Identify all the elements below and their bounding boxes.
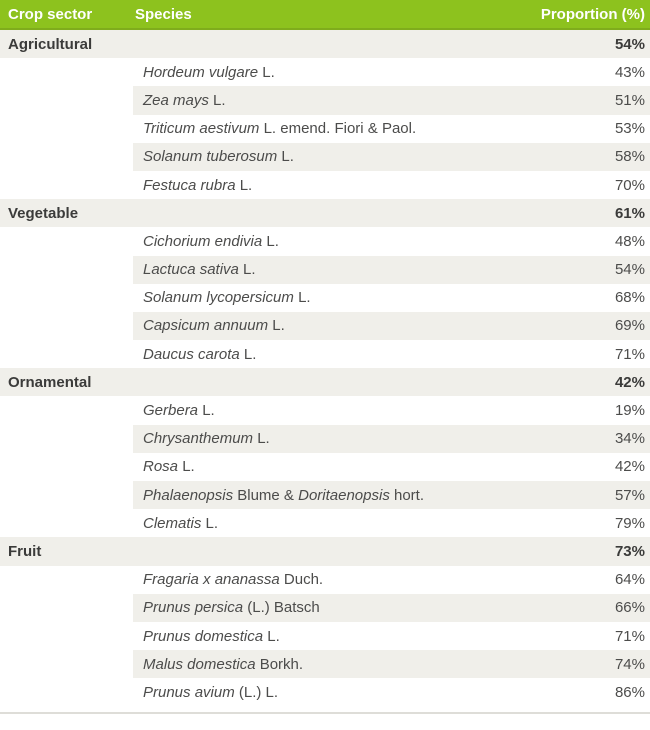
species-row [0,58,650,86]
species-proportion: 71% [614,345,645,363]
species-proportion: 54% [614,261,645,279]
species-row [0,425,650,453]
species-name: Malus domestica Borkh. [143,655,304,673]
sector-proportion: 54% [614,35,645,53]
species-name: Gerbera L. [143,402,215,420]
crop-sector-spacer-cell [0,594,133,622]
crop-sector-spacer-cell [0,340,133,368]
species-row [0,650,650,678]
crop-sector-spacer-cell [0,143,133,171]
sector-row [0,30,650,58]
species-row [0,340,650,368]
crop-sector-spacer-cell [0,115,133,143]
species-cell [133,58,650,86]
table-header [0,0,650,30]
crop-sector-spacer-cell [0,566,133,594]
species-cell [133,340,650,368]
species-cell [133,481,650,509]
species-proportion: 79% [614,514,645,532]
species-name: Hordeum vulgare L. [143,63,275,81]
crop-sector-spacer-cell [0,425,133,453]
species-name: Daucus carota L. [143,345,257,363]
crop-sector-spacer-cell [0,622,133,650]
crop-sector-spacer-cell [0,256,133,284]
crop-sector-spacer-cell [0,396,133,424]
species-proportion: 48% [614,232,645,250]
species-row [0,566,650,594]
species-proportion: 34% [614,430,645,448]
sector-name: Vegetable [8,204,79,222]
sector-row [0,368,650,396]
species-cell [133,312,650,340]
species-row [0,171,650,199]
species-cell [133,425,650,453]
species-cell [133,143,650,171]
species-cell [133,256,650,284]
species-proportion: 74% [614,655,645,673]
species-name: Chrysanthemum L. [143,430,270,448]
crop-sector-spacer-cell [0,509,133,537]
crop-sector-spacer-cell [0,312,133,340]
species-proportion: 42% [614,458,645,476]
species-proportion: 70% [614,176,645,194]
crop-sector-spacer-cell [0,227,133,255]
sector-row [0,537,650,565]
species-row [0,256,650,284]
crop-sector-spacer-cell [0,284,133,312]
sector-name: Agricultural [8,35,93,53]
species-name: Triticum aestivum L. emend. Fiori & Paol. [143,120,417,138]
species-row [0,143,650,171]
species-cell [133,453,650,481]
species-cell [133,622,650,650]
sector-name: Ornamental [8,373,92,391]
species-row [0,284,650,312]
crop-sector-spacer-cell [0,86,133,114]
crop-sector-spacer-cell [0,58,133,86]
species-cell [133,171,650,199]
species-proportion: 58% [614,148,645,166]
species-cell [133,509,650,537]
sector-proportion: 42% [614,373,645,391]
table-body [0,30,650,707]
species-name: Fragaria x ananassa Duch. [143,571,324,589]
species-proportion: 19% [614,402,645,420]
table-bottom-rule [0,712,650,714]
species-proportion: 68% [614,289,645,307]
sector-row [0,199,650,227]
crop-sector-spacer-cell [0,453,133,481]
crop-sector-spacer-cell [0,171,133,199]
sector-name: Fruit [8,542,42,560]
species-proportion: 64% [614,571,645,589]
species-name: Prunus domestica L. [143,627,280,645]
species-name: Rosa L. [143,458,195,476]
species-name: Festuca rubra L. [143,176,253,194]
species-proportion: 71% [614,627,645,645]
species-row [0,594,650,622]
column-header-species: Species [135,5,192,23]
species-proportion: 53% [614,120,645,138]
sector-proportion: 73% [614,542,645,560]
species-row [0,481,650,509]
species-row [0,622,650,650]
column-header-crop-sector: Crop sector [8,5,93,23]
species-row [0,453,650,481]
species-row [0,396,650,424]
species-proportion: 86% [614,683,645,701]
species-row [0,86,650,114]
species-proportion: 66% [614,599,645,617]
species-name: Capsicum annuum L. [143,317,285,335]
species-row [0,678,650,706]
species-row [0,115,650,143]
species-name: Prunus avium (L.) L. [143,683,279,701]
species-cell [133,284,650,312]
crop-sector-spacer-cell [0,678,133,706]
species-cell [133,678,650,706]
species-cell [133,594,650,622]
species-name: Zea mays L. [143,91,226,109]
column-header-proportion: Proportion (%) [540,5,645,23]
species-cell [133,396,650,424]
species-proportion: 57% [614,486,645,504]
species-row [0,312,650,340]
species-proportion: 69% [614,317,645,335]
species-cell [133,115,650,143]
species-name: Lactuca sativa L. [143,261,256,279]
species-cell [133,566,650,594]
species-cell [133,227,650,255]
species-name: Clematis L. [143,514,219,532]
species-name: Prunus persica (L.) Batsch [143,599,320,617]
species-row [0,227,650,255]
species-proportion: 43% [614,63,645,81]
species-cell [133,86,650,114]
species-name: Solanum tuberosum L. [143,148,294,166]
crop-sector-spacer-cell [0,650,133,678]
species-proportion: 51% [614,91,645,109]
species-name: Cichorium endivia L. [143,232,279,250]
species-cell [133,650,650,678]
species-name: Solanum lycopersicum L. [143,289,311,307]
species-row [0,509,650,537]
sector-proportion: 61% [614,204,645,222]
crop-sector-spacer-cell [0,481,133,509]
species-name: Phalaenopsis Blume & Doritaenopsis hort. [143,486,425,504]
